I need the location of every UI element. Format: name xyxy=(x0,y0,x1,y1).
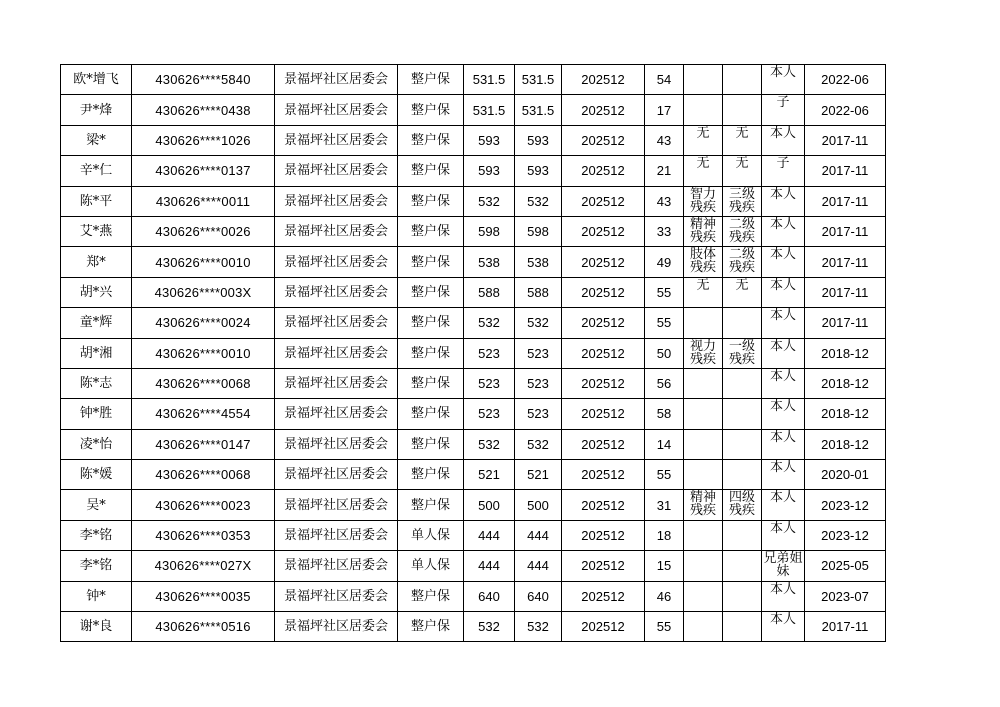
period-cell: 202512 xyxy=(562,216,645,246)
guarantee-type-cell: 整户保 xyxy=(398,429,464,459)
start-date-cell: 2017-11 xyxy=(805,247,886,277)
table-row xyxy=(61,65,886,95)
period-cell: 202512 xyxy=(562,338,645,368)
disability-type-cell xyxy=(684,308,723,338)
guarantee-type-cell: 整户保 xyxy=(398,399,464,429)
name-cell: 尹*烽 xyxy=(61,95,132,125)
relation-cell: 子 xyxy=(762,95,805,125)
age-cell: 55 xyxy=(645,460,684,490)
start-date-cell: 2017-11 xyxy=(805,612,886,642)
standard-amount-cell: 598 xyxy=(464,216,515,246)
relation-cell: 本人 xyxy=(762,216,805,246)
community-cell: 景福坪社区居委会 xyxy=(275,368,398,398)
community-cell: 景福坪社区居委会 xyxy=(275,612,398,642)
period-cell: 202512 xyxy=(562,368,645,398)
disability-type-cell: 视力残疾 xyxy=(684,338,723,368)
period-cell: 202512 xyxy=(562,156,645,186)
disability-level-cell xyxy=(723,368,762,398)
period-cell: 202512 xyxy=(562,520,645,550)
relation-cell: 本人 xyxy=(762,520,805,550)
name-cell: 李*铭 xyxy=(61,551,132,581)
age-cell: 55 xyxy=(645,308,684,338)
table-row xyxy=(61,581,886,611)
disability-type-cell: 精神残疾 xyxy=(684,490,723,520)
relation-cell: 本人 xyxy=(762,429,805,459)
start-date-cell: 2017-11 xyxy=(805,125,886,155)
subsidy-amount-cell: 640 xyxy=(515,581,562,611)
relation-cell: 本人 xyxy=(762,581,805,611)
guarantee-type-cell: 整户保 xyxy=(398,247,464,277)
community-cell: 景福坪社区居委会 xyxy=(275,247,398,277)
relation-cell: 本人 xyxy=(762,308,805,338)
disability-type-cell: 精神残疾 xyxy=(684,216,723,246)
subsidy-amount-cell: 444 xyxy=(515,551,562,581)
community-cell: 景福坪社区居委会 xyxy=(275,581,398,611)
disability-type-cell: 肢体残疾 xyxy=(684,247,723,277)
disability-level-cell: 三级残疾 xyxy=(723,186,762,216)
community-cell: 景福坪社区居委会 xyxy=(275,520,398,550)
start-date-cell: 2023-12 xyxy=(805,520,886,550)
guarantee-type-cell: 整户保 xyxy=(398,186,464,216)
start-date-cell: 2023-07 xyxy=(805,581,886,611)
period-cell: 202512 xyxy=(562,399,645,429)
age-cell: 49 xyxy=(645,247,684,277)
community-cell: 景福坪社区居委会 xyxy=(275,551,398,581)
disability-level-cell xyxy=(723,95,762,125)
disability-level-cell: 无 xyxy=(723,156,762,186)
id-number-cell: 430626****5840 xyxy=(132,65,275,95)
age-cell: 56 xyxy=(645,368,684,398)
disability-type-cell xyxy=(684,581,723,611)
start-date-cell: 2018-12 xyxy=(805,429,886,459)
guarantee-type-cell: 整户保 xyxy=(398,65,464,95)
age-cell: 33 xyxy=(645,216,684,246)
id-number-cell: 430626****0438 xyxy=(132,95,275,125)
start-date-cell: 2018-12 xyxy=(805,338,886,368)
disability-type-cell: 无 xyxy=(684,277,723,307)
disability-level-cell: 一级残疾 xyxy=(723,338,762,368)
disability-level-cell xyxy=(723,520,762,550)
standard-amount-cell: 531.5 xyxy=(464,65,515,95)
standard-amount-cell: 640 xyxy=(464,581,515,611)
disability-type-cell xyxy=(684,399,723,429)
community-cell: 景福坪社区居委会 xyxy=(275,216,398,246)
disability-type-cell xyxy=(684,551,723,581)
period-cell: 202512 xyxy=(562,186,645,216)
relation-cell: 本人 xyxy=(762,65,805,95)
start-date-cell: 2023-12 xyxy=(805,490,886,520)
standard-amount-cell: 531.5 xyxy=(464,95,515,125)
community-cell: 景福坪社区居委会 xyxy=(275,156,398,186)
disability-level-cell xyxy=(723,551,762,581)
period-cell: 202512 xyxy=(562,308,645,338)
table-row xyxy=(61,216,886,246)
start-date-cell: 2020-01 xyxy=(805,460,886,490)
community-cell: 景福坪社区居委会 xyxy=(275,308,398,338)
id-number-cell: 430626****0068 xyxy=(132,460,275,490)
period-cell: 202512 xyxy=(562,95,645,125)
age-cell: 58 xyxy=(645,399,684,429)
start-date-cell: 2017-11 xyxy=(805,277,886,307)
guarantee-type-cell: 整户保 xyxy=(398,156,464,186)
disability-level-cell: 无 xyxy=(723,125,762,155)
start-date-cell: 2017-11 xyxy=(805,156,886,186)
period-cell: 202512 xyxy=(562,551,645,581)
guarantee-type-cell: 整户保 xyxy=(398,490,464,520)
standard-amount-cell: 532 xyxy=(464,186,515,216)
subsidy-amount-cell: 532 xyxy=(515,308,562,338)
name-cell: 辛*仁 xyxy=(61,156,132,186)
period-cell: 202512 xyxy=(562,277,645,307)
guarantee-type-cell: 整户保 xyxy=(398,612,464,642)
relation-cell: 本人 xyxy=(762,338,805,368)
disability-level-cell xyxy=(723,65,762,95)
age-cell: 55 xyxy=(645,612,684,642)
table-row xyxy=(61,308,886,338)
community-cell: 景福坪社区居委会 xyxy=(275,429,398,459)
name-cell: 凌*怡 xyxy=(61,429,132,459)
table-row xyxy=(61,490,886,520)
name-cell: 李*铭 xyxy=(61,520,132,550)
table-row xyxy=(61,551,886,581)
table-row xyxy=(61,520,886,550)
period-cell: 202512 xyxy=(562,581,645,611)
subsidy-amount-cell: 593 xyxy=(515,125,562,155)
id-number-cell: 430626****003X xyxy=(132,277,275,307)
start-date-cell: 2018-12 xyxy=(805,399,886,429)
relation-cell: 兄弟姐妹 xyxy=(763,551,803,580)
community-cell: 景福坪社区居委会 xyxy=(275,460,398,490)
subsidy-amount-cell: 598 xyxy=(515,216,562,246)
subsidy-amount-cell: 521 xyxy=(515,460,562,490)
table-row xyxy=(61,429,886,459)
relation-cell: 本人 xyxy=(762,490,805,520)
disability-type-cell xyxy=(684,65,723,95)
age-cell: 50 xyxy=(645,338,684,368)
disability-type-cell xyxy=(684,95,723,125)
subsidy-amount-cell: 588 xyxy=(515,277,562,307)
period-cell: 202512 xyxy=(562,247,645,277)
community-cell: 景福坪社区居委会 xyxy=(275,65,398,95)
name-cell: 吴* xyxy=(61,490,132,520)
id-number-cell: 430626****0068 xyxy=(132,368,275,398)
start-date-cell: 2022-06 xyxy=(805,95,886,125)
id-number-cell: 430626****0010 xyxy=(132,247,275,277)
id-number-cell: 430626****4554 xyxy=(132,399,275,429)
relation-cell: 本人 xyxy=(762,368,805,398)
disability-type-cell xyxy=(684,429,723,459)
age-cell: 18 xyxy=(645,520,684,550)
age-cell: 54 xyxy=(645,65,684,95)
age-cell: 14 xyxy=(645,429,684,459)
relation-cell: 本人 xyxy=(762,612,805,642)
period-cell: 202512 xyxy=(562,125,645,155)
standard-amount-cell: 593 xyxy=(464,125,515,155)
period-cell: 202512 xyxy=(562,460,645,490)
recipient-table xyxy=(60,64,886,642)
id-number-cell: 430626****0137 xyxy=(132,156,275,186)
id-number-cell: 430626****0023 xyxy=(132,490,275,520)
standard-amount-cell: 593 xyxy=(464,156,515,186)
disability-type-cell xyxy=(684,612,723,642)
id-number-cell: 430626****0026 xyxy=(132,216,275,246)
community-cell: 景福坪社区居委会 xyxy=(275,125,398,155)
relation-cell: 本人 xyxy=(762,186,805,216)
id-number-cell: 430626****0516 xyxy=(132,612,275,642)
id-number-cell: 430626****0147 xyxy=(132,429,275,459)
name-cell: 陈*平 xyxy=(61,186,132,216)
name-cell: 胡*湘 xyxy=(61,338,132,368)
guarantee-type-cell: 整户保 xyxy=(398,581,464,611)
table-row xyxy=(61,186,886,216)
disability-type-cell xyxy=(684,460,723,490)
standard-amount-cell: 523 xyxy=(464,368,515,398)
age-cell: 17 xyxy=(645,95,684,125)
subsidy-amount-cell: 532 xyxy=(515,612,562,642)
disability-level-cell xyxy=(723,308,762,338)
subsidy-amount-cell: 532 xyxy=(515,429,562,459)
age-cell: 43 xyxy=(645,186,684,216)
name-cell: 陈*媛 xyxy=(61,460,132,490)
id-number-cell: 430626****0011 xyxy=(132,186,275,216)
relation-cell: 子 xyxy=(762,156,805,186)
name-cell: 钟* xyxy=(61,581,132,611)
community-cell: 景福坪社区居委会 xyxy=(275,399,398,429)
period-cell: 202512 xyxy=(562,429,645,459)
standard-amount-cell: 523 xyxy=(464,399,515,429)
name-cell: 陈*志 xyxy=(61,368,132,398)
standard-amount-cell: 521 xyxy=(464,460,515,490)
subsidy-amount-cell: 500 xyxy=(515,490,562,520)
table-row xyxy=(61,612,886,642)
standard-amount-cell: 444 xyxy=(464,551,515,581)
subsidy-amount-cell: 593 xyxy=(515,156,562,186)
table-row xyxy=(61,247,886,277)
disability-level-cell xyxy=(723,429,762,459)
guarantee-type-cell: 整户保 xyxy=(398,308,464,338)
guarantee-type-cell: 整户保 xyxy=(398,125,464,155)
community-cell: 景福坪社区居委会 xyxy=(275,186,398,216)
period-cell: 202512 xyxy=(562,65,645,95)
period-cell: 202512 xyxy=(562,490,645,520)
age-cell: 31 xyxy=(645,490,684,520)
guarantee-type-cell: 单人保 xyxy=(398,520,464,550)
disability-level-cell xyxy=(723,581,762,611)
id-number-cell: 430626****027X xyxy=(132,551,275,581)
subsidy-amount-cell: 444 xyxy=(515,520,562,550)
table-body xyxy=(61,65,886,642)
disability-level-cell: 二级残疾 xyxy=(723,216,762,246)
community-cell: 景福坪社区居委会 xyxy=(275,95,398,125)
disability-type-cell: 无 xyxy=(684,156,723,186)
standard-amount-cell: 444 xyxy=(464,520,515,550)
guarantee-type-cell: 整户保 xyxy=(398,368,464,398)
name-cell: 谢*良 xyxy=(61,612,132,642)
guarantee-type-cell: 整户保 xyxy=(398,277,464,307)
guarantee-type-cell: 单人保 xyxy=(398,551,464,581)
age-cell: 46 xyxy=(645,581,684,611)
community-cell: 景福坪社区居委会 xyxy=(275,490,398,520)
relation-cell: 本人 xyxy=(762,460,805,490)
name-cell: 童*辉 xyxy=(61,308,132,338)
start-date-cell: 2025-05 xyxy=(805,551,886,581)
disability-level-cell xyxy=(723,460,762,490)
age-cell: 21 xyxy=(645,156,684,186)
disability-level-cell: 无 xyxy=(723,277,762,307)
standard-amount-cell: 500 xyxy=(464,490,515,520)
standard-amount-cell: 532 xyxy=(464,612,515,642)
subsidy-amount-cell: 538 xyxy=(515,247,562,277)
standard-amount-cell: 538 xyxy=(464,247,515,277)
subsidy-amount-cell: 523 xyxy=(515,338,562,368)
disability-type-cell: 无 xyxy=(684,125,723,155)
table-row xyxy=(61,95,886,125)
name-cell: 艾*燕 xyxy=(61,216,132,246)
period-cell: 202512 xyxy=(562,612,645,642)
table-row xyxy=(61,277,886,307)
table-row xyxy=(61,368,886,398)
disability-level-cell xyxy=(723,612,762,642)
standard-amount-cell: 588 xyxy=(464,277,515,307)
standard-amount-cell: 532 xyxy=(464,429,515,459)
start-date-cell: 2017-11 xyxy=(805,186,886,216)
id-number-cell: 430626****1026 xyxy=(132,125,275,155)
age-cell: 15 xyxy=(645,551,684,581)
name-cell: 欧*增飞 xyxy=(61,65,132,95)
relation-cell: 本人 xyxy=(762,399,805,429)
guarantee-type-cell: 整户保 xyxy=(398,95,464,125)
id-number-cell: 430626****0024 xyxy=(132,308,275,338)
relation-cell: 本人 xyxy=(762,247,805,277)
subsidy-amount-cell: 523 xyxy=(515,399,562,429)
id-number-cell: 430626****0353 xyxy=(132,520,275,550)
standard-amount-cell: 532 xyxy=(464,308,515,338)
start-date-cell: 2018-12 xyxy=(805,368,886,398)
guarantee-type-cell: 整户保 xyxy=(398,338,464,368)
subsidy-amount-cell: 531.5 xyxy=(515,65,562,95)
name-cell: 胡*兴 xyxy=(61,277,132,307)
disability-level-cell: 二级残疾 xyxy=(723,247,762,277)
start-date-cell: 2017-11 xyxy=(805,308,886,338)
table-row xyxy=(61,125,886,155)
id-number-cell: 430626****0010 xyxy=(132,338,275,368)
relation-cell: 本人 xyxy=(762,125,805,155)
disability-level-cell: 四级残疾 xyxy=(723,490,762,520)
name-cell: 郑* xyxy=(61,247,132,277)
guarantee-type-cell: 整户保 xyxy=(398,460,464,490)
table-row xyxy=(61,460,886,490)
community-cell: 景福坪社区居委会 xyxy=(275,338,398,368)
community-cell: 景福坪社区居委会 xyxy=(275,277,398,307)
age-cell: 43 xyxy=(645,125,684,155)
id-number-cell: 430626****0035 xyxy=(132,581,275,611)
table-row xyxy=(61,399,886,429)
standard-amount-cell: 523 xyxy=(464,338,515,368)
disability-type-cell: 智力残疾 xyxy=(684,186,723,216)
disability-type-cell xyxy=(684,520,723,550)
relation-cell: 本人 xyxy=(762,277,805,307)
subsidy-amount-cell: 532 xyxy=(515,186,562,216)
disability-level-cell xyxy=(723,399,762,429)
start-date-cell: 2022-06 xyxy=(805,65,886,95)
age-cell: 55 xyxy=(645,277,684,307)
table-row xyxy=(61,338,886,368)
subsidy-amount-cell: 531.5 xyxy=(515,95,562,125)
subsidy-amount-cell: 523 xyxy=(515,368,562,398)
start-date-cell: 2017-11 xyxy=(805,216,886,246)
disability-type-cell xyxy=(684,368,723,398)
guarantee-type-cell: 整户保 xyxy=(398,216,464,246)
name-cell: 钟*胜 xyxy=(61,399,132,429)
table-row xyxy=(61,156,886,186)
name-cell: 梁* xyxy=(61,125,132,155)
